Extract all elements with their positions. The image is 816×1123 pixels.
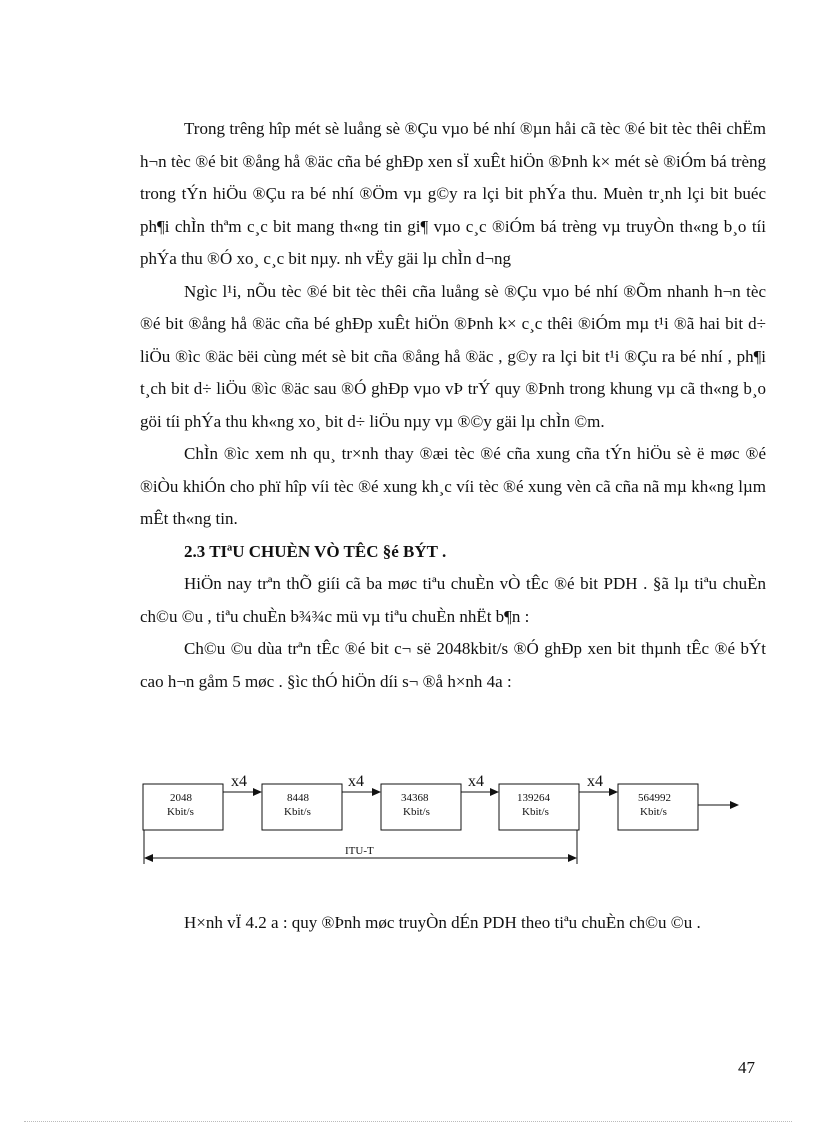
rate-box-3-rate: 34368: [401, 792, 429, 804]
section-heading: 2.3 TIªU CHUÈN VÒ TÊC §é BÝT .: [184, 541, 447, 561]
page-number: 47: [738, 1058, 755, 1077]
footer-divider: [24, 1121, 792, 1122]
rate-box-4-rate: 139264: [517, 792, 550, 804]
figure-caption: H×nh vÏ 4.2 a : quy ®Þnh møc truyÒn dÉn PDH theo tiªu chuÈn ch©u ©u .: [184, 913, 701, 932]
rate-box-2-unit: Kbit/s: [284, 806, 311, 818]
paragraph-4: HiÖn nay trªn thÕ giíi cã ba møc tiªu chuÈn vÒ tÊc ®é bit PDH . §ã lµ tiªu chuÈn ch©u ©u , tiªu chuÈn b¾¾c mü vµ tiªu chuÈn nhËt b¶n :: [140, 574, 766, 626]
pdh-hierarchy-diagram: [140, 772, 760, 872]
rate-box-1-rate: 2048: [170, 792, 192, 804]
paragraph-3: ChÌn ®ìc xem nh qu¸ tr×nh thay ®æi tèc ®é cña xung cña tÝn hiÖu sè ë møc ®é ®iÒu khiÓn cho phï hîp víi tèc ®é xung kh¸c víi tèc ®é xung vèn cã cña nã mµ kh«ng lµm mÊt th«ng tin.: [140, 444, 766, 528]
rate-box-2-rate: 8448: [287, 792, 309, 804]
rate-box-1-unit: Kbit/s: [167, 806, 194, 818]
multiplier-4: x4: [587, 773, 603, 790]
itu-span-label: ITU-T: [345, 845, 374, 857]
multiplier-1: x4: [231, 773, 247, 790]
rate-box-5-rate: 564992: [638, 792, 671, 804]
rate-box-5-unit: Kbit/s: [640, 806, 667, 818]
body-text: [140, 113, 766, 698]
paragraph-5: Ch©u ©u dùa trªn tÊc ®é bit c¬ së 2048kbit/s ®Ó ghÐp xen bit thµnh tÊc ®é bÝt cao h¬n gåm 5 møc . §ìc thÓ hiÖn díi s¬ ®å h×nh 4a :: [140, 639, 766, 691]
multiplier-3: x4: [468, 773, 484, 790]
rate-box-4-unit: Kbit/s: [522, 806, 549, 818]
multiplier-2: x4: [348, 773, 364, 790]
rate-box-3-unit: Kbit/s: [403, 806, 430, 818]
paragraph-2: Ngìc l¹i, nÕu tèc ®é bit tèc thêi cña luång sè ®Çu vµo bé nhí ®Õm nhanh h¬n tèc ®é bit ®ång hå ®äc cña bé ghÐp xuÊt hiÖn ®Þnh k× c¸c thêi ®iÓm mµ t¹i ®ã hai bit d÷ liÖu ®ìc ®äc bëi cùng mét sè bit cña ®ång hå ®äc , g©y ra lçi bit t¹i ®Çu ra bé nhí , ph¶i t¸ch bit d÷ liÖu ®ìc ®äc sau ®Ó ghÐp vµo vÞ trÝ quy ®Þnh trong khung vµ cã th«ng b¸o göi tíi phÝa thu kh«ng xo¸ bit d÷ liÖu nµy vµ ®©y gäi lµ chÌn ©m.: [140, 281, 766, 431]
paragraph-1: Trong trêng hîp mét sè luång sè ®Çu vµo bé nhí ®µn håi cã tèc ®é bit tèc thêi chËm h¬n tèc ®é bit ®ång hå ®äc cña bé ghÐp xen sÏ xuÊt hiÖn ®Þnh k× mét sè ®iÓm bá trèng trong tÝn hiÖu ®Çu ra bé nhí ®Öm vµ g©y ra lçi bit phÝa thu. Muèn tr¸nh lçi bit buéc ph¶i chÌn thªm c¸c bit mang th«ng tin gi¶ vµo c¸c ®iÓm bá trèng vµ truyÒn th«ng b¸o tíi phÝa thu ®Ó xo¸ c¸c bit nµy. nh vËy gäi lµ chÌn d¬ng: [140, 119, 766, 268]
